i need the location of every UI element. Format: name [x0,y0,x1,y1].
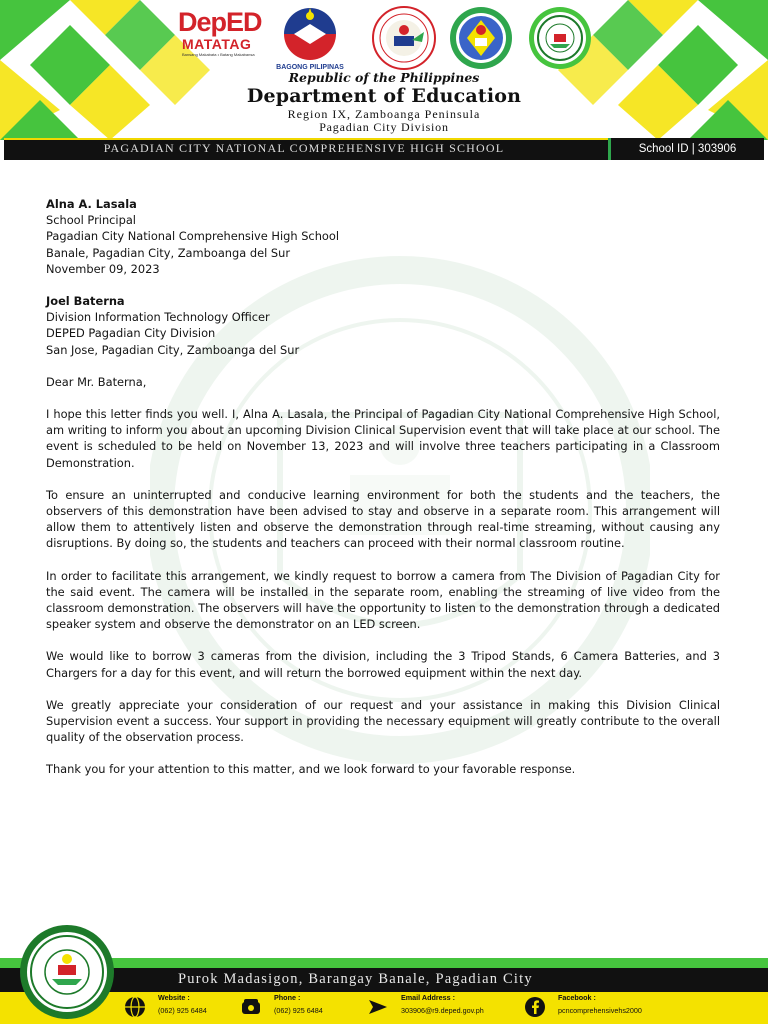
contact-website-label: Website : [158,993,190,1002]
matatag-tagline: Bansang Makabata • Batang Makabansa [182,52,255,57]
contact-phone-value: (062) 925 6484 [274,1006,323,1015]
recipient-block [46,293,720,358]
recipient-name: Joel Baterna [46,294,125,309]
paragraph-1: I hope this letter finds you well. I, Alna A. Lasala, the Principal of Pagadian City National Comprehensive High School, am writing to inform you about an upcoming Division Clinical Supervision event that will take place at our school. The event is scheduled to be held on November 13, 2023 and will involve three teachers participating in a Classroom Demonstration. [46,407,720,470]
contact-email-label: Email Address : [401,993,456,1002]
letterhead-header [0,0,768,162]
deped-logo-text: DepED [178,7,262,37]
footer-address: Purok Madasigon, Barangay Banale, Pagadian City [178,971,533,987]
contact-facebook-label: Facebook : [558,993,596,1002]
sender-address: Banale, Pagadian City, Zamboanga del Sur [46,245,291,260]
letterhead-title [0,70,768,134]
sender-school: Pagadian City National Comprehensive High School [46,229,340,244]
school-name: PAGADIAN CITY NATIONAL COMPREHENSIVE HIGH SCHOOL [103,141,505,155]
school-id: School ID | 303906 [608,138,764,160]
recipient-office: DEPED Pagadian City Division [46,326,216,341]
sender-name: Alna A. Lasala [46,197,137,211]
contact-facebook-value: pcncomprehensivehs2000 [558,1006,642,1015]
salutation: Dear Mr. Baterna, [46,374,147,389]
deped-matatag-logo [178,8,264,70]
globe-icon [124,996,146,1018]
school-name-bar [4,138,764,160]
paragraph-3: In order to facilitate this arrangement, we kindly request to borrow a camera from The Division of Pagadian City for the said event. The camera will be installed in the separate room, enabling the streaming of live video from the classroom demonstration. The observers will have the opportunity to listen to the demonstration through a dedicated speaker system and observe the demonstrator on an LED screen. [46,568,720,632]
deped-seal-icon [372,6,436,70]
region-line: Region IX, Zamboanga Peninsula [287,107,481,121]
letter-date: November 09, 2023 [46,261,160,276]
bagong-pilipinas-logo [270,6,350,74]
recipient-address: San Jose, Pagadian City, Zamboanga del Sur [46,342,300,357]
division-line: Pagadian City Division [319,120,449,134]
facebook-icon [524,996,546,1018]
republic-line: Republic of the Philippines [288,70,480,85]
contact-email-value: 303906@r9.deped.gov.ph [401,1006,484,1015]
contact-website-value: (062) 925 6484 [158,1006,207,1015]
recipient-title: Division Information Technology Officer [46,310,270,325]
letter-body [46,196,720,778]
matatag-logo-text: MATATAG [182,36,252,52]
contact-phone-label: Phone : [274,993,301,1002]
phone-icon [240,996,262,1018]
department-line: Department of Education [246,85,522,107]
division-seal-icon [449,6,513,70]
sender-title: School Principal [46,213,136,228]
paragraph-5: We greatly appreciate your consideration of our request and your assistance in making this Division Clinical Supervision event a success. Your support in providing the necessary equipment will greatly contribute to the overall quality of the observation process. [46,697,720,745]
bagong-pilipinas-label: BAGONG PILIPINAS [276,64,344,71]
paragraph-4: We would like to borrow 3 cameras from the division, including the 3 Tripod Stands, 6 Camera Batteries, and 3 Chargers for a day for this event, and will return the borrowed equipment within the next day. [46,649,720,680]
sender-block [46,196,720,277]
footer-school-seal-icon [18,923,116,1021]
school-seal-icon [528,6,592,70]
send-icon [367,996,389,1018]
paragraph-2: To ensure an uninterrupted and conducive learning environment for both the students and the teachers, the observers of this demonstration have been advised to stay and observe in a separate room. This arrangement will allow them to attentively listen and observe the demonstration through real-time streaming, without causing any disruptions. By doing so, the students and teachers can proceed with their normal classroom routine. [46,487,720,551]
closing-paragraph: Thank you for your attention to this matter, and we look forward to your favorable response. [46,762,576,777]
